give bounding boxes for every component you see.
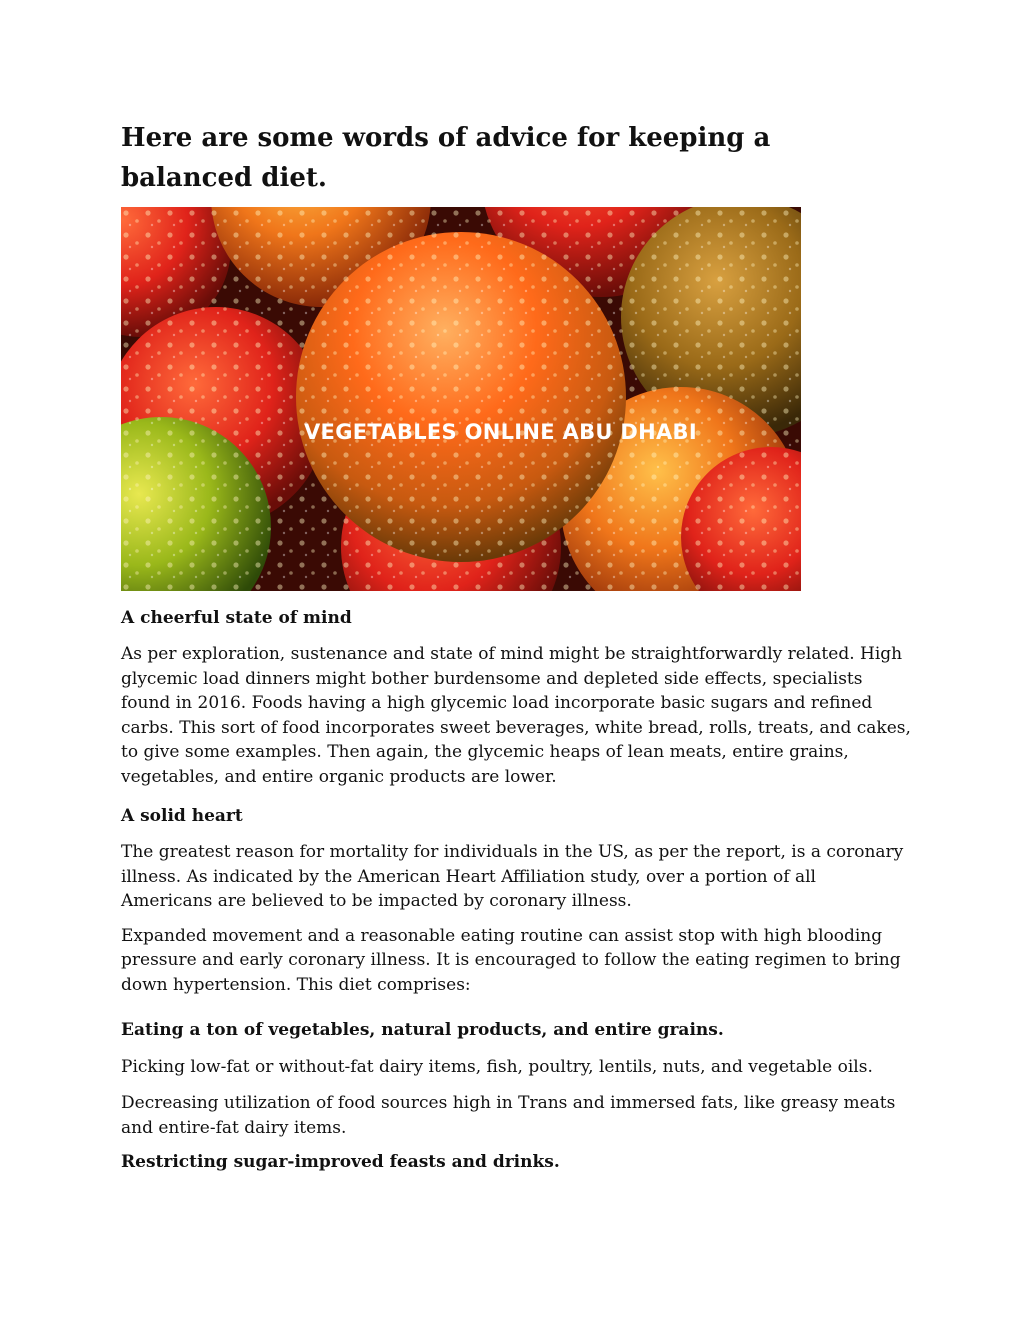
section-paragraph: The greatest reason for mortality for individuals in the US, as per the report, is a coronary illness. As indicated by the American Heart Affiliation study, over a portion of all Americans are believed to be impacted by coronary illness. xyxy=(121,842,904,911)
section-paragraph: As per exploration, sustenance and state of mind might be straightforwardly related. High glycemic load dinners might bother burdensome and depleted side effects, specialists found in 2016. Foods having a high glycemic load incorporate basic sugars and refined carbs. This sort of food incorporates sweet beverages, white bread, rolls, treats, and cakes, to give some examples. Then again, the glycemic heaps of lean meats, entire grains, vegetables, and entire organic products are lower. xyxy=(121,644,911,787)
list-item: Decreasing utilization of food sources high in Trans and immersed fats, like greasy meats and entire-fat dairy items. xyxy=(121,1093,896,1138)
section-paragraph: Expanded movement and a reasonable eating routine can assist stop with high blooding pressure and early coronary illness. It is encouraged to follow the eating regimen to bring down hypertension. This diet comprises: xyxy=(121,925,901,995)
section-solid-heart xyxy=(121,804,911,997)
section-cheerful-mind xyxy=(121,606,911,789)
page-title: Here are some words of advice for keeping a balanced diet. xyxy=(121,123,771,193)
diet-list xyxy=(121,1018,911,1175)
hero-image xyxy=(121,207,801,591)
list-item: Picking low-fat or without-fat dairy items, fish, poultry, lentils, nuts, and vegetable oils. xyxy=(121,1056,873,1077)
section-heading: A solid heart xyxy=(121,806,243,826)
hero-overlay-text: VEGETABLES ONLINE ABU DHABI xyxy=(304,420,697,444)
list-item: Eating a ton of vegetables, natural products, and entire grains. xyxy=(121,1020,724,1040)
section-heading: A cheerful state of mind xyxy=(121,608,352,628)
list-item: Restricting sugar-improved feasts and drinks. xyxy=(121,1152,560,1172)
